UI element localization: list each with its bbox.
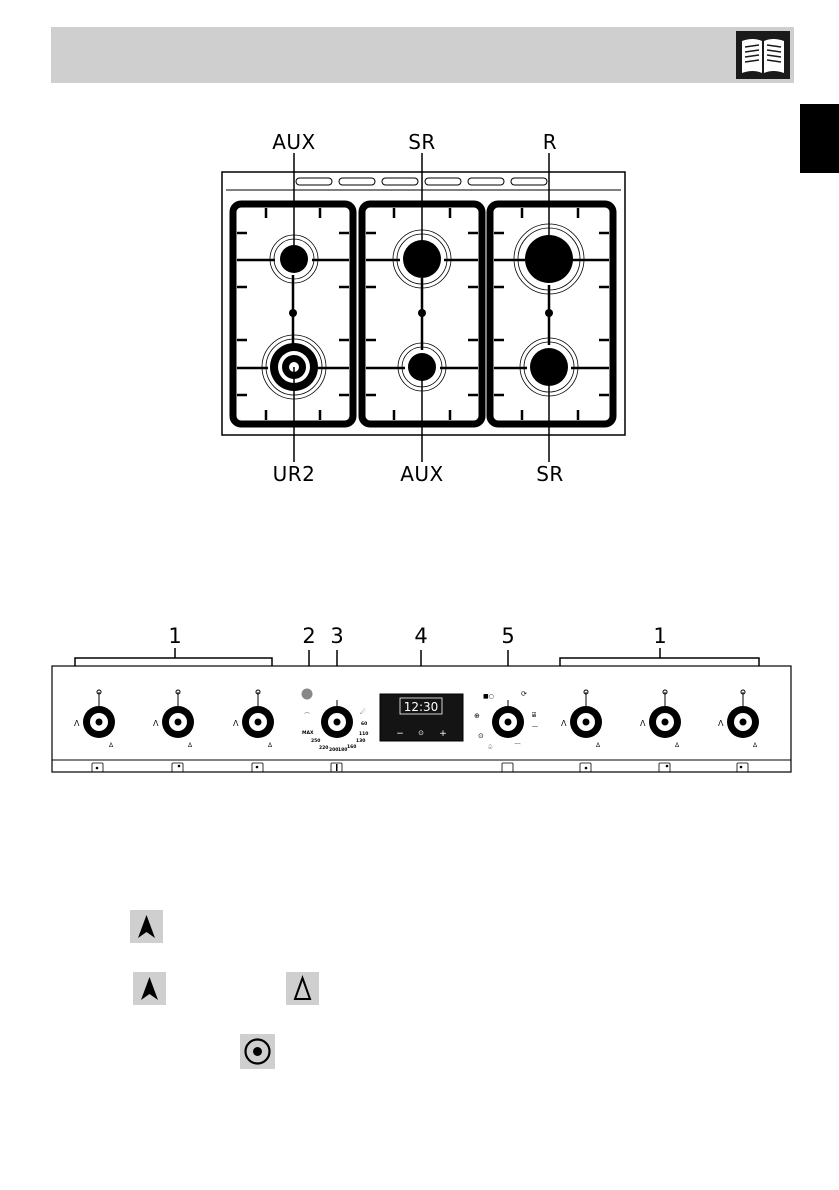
svg-text:Λ: Λ [718,719,724,728]
callout-2: 2 [302,624,316,648]
knob-position-icon [240,1034,275,1069]
svg-text:Λ: Λ [74,719,80,728]
svg-text:Δ: Δ [753,742,758,749]
burner-label-ur2-bottom: UR2 [272,462,316,486]
svg-text:130: 130 [356,739,366,744]
svg-text:12:30: 12:30 [403,700,439,714]
svg-text:Δ: Δ [596,742,601,749]
callout-5: 5 [501,624,515,648]
control-panel [0,640,839,780]
svg-text:⍯: ⍯ [532,711,537,719]
svg-text:220: 220 [319,746,329,751]
svg-text:110: 110 [359,732,369,737]
flame-min-icon [286,972,319,1005]
svg-text:200: 200 [329,748,339,753]
flame-max-icon [133,972,166,1005]
svg-text:Δ: Δ [268,742,273,749]
svg-text:Δ: Δ [188,742,193,749]
svg-text:160: 160 [347,745,357,750]
svg-text:⟳: ⟳ [521,690,527,698]
svg-text:☄: ☄ [360,708,367,716]
svg-text:⌒: ⌒ [514,743,521,751]
svg-text:Λ: Λ [561,719,567,728]
callout-3: 3 [330,624,344,648]
svg-text:♤: ♤ [487,743,494,751]
svg-text:250: 250 [311,739,321,744]
svg-text:180: 180 [338,748,348,753]
svg-text:Λ: Λ [640,719,646,728]
burner-label-sr-top: SR [408,130,436,154]
burner-label-aux-top: AUX [272,130,316,154]
svg-text:⊕: ⊕ [474,712,480,720]
svg-text:+: + [439,729,447,739]
svg-text:—: — [532,723,538,730]
burner-label-aux-bottom: AUX [400,462,444,486]
flame-max-icon [130,910,163,943]
burner-label-sr-bottom: SR [536,462,564,486]
svg-text:Δ: Δ [675,742,680,749]
svg-text:60: 60 [361,722,368,727]
burner-label-r-top: R [542,130,558,154]
svg-text:■○: ■○ [483,693,494,700]
callout-4: 4 [414,624,428,648]
svg-text:Λ: Λ [153,719,159,728]
svg-text:⊙: ⊙ [418,729,424,737]
svg-text:MAX: MAX [302,731,314,736]
svg-text:−: − [396,729,404,739]
svg-text:Λ: Λ [233,719,239,728]
svg-text:⌒: ⌒ [304,713,311,720]
callout-1-left: 1 [168,624,182,648]
callout-1-right: 1 [653,624,667,648]
svg-text:⊙: ⊙ [478,732,484,740]
svg-text:Δ: Δ [109,742,114,749]
hob-diagram [0,0,839,520]
